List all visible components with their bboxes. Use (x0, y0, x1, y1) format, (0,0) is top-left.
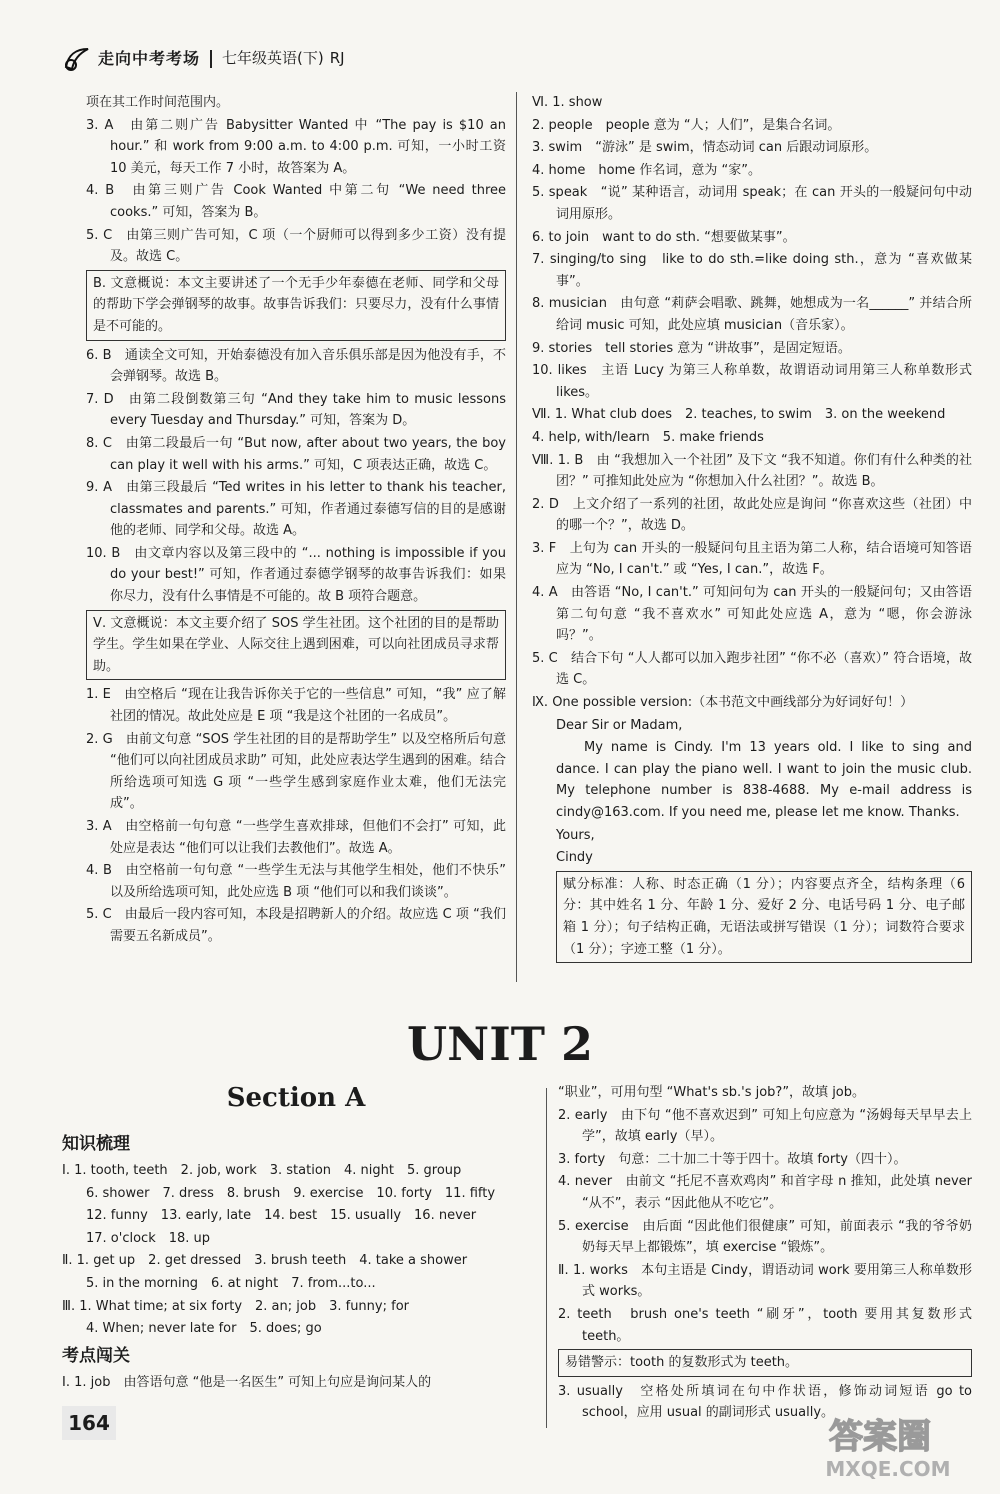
answer-item: 7. singing/to sing like to do sth.=like doing sth.，意为 “喜欢做某事”。 (532, 252, 972, 289)
header-divider (210, 50, 212, 68)
answer-item: 5. exercise 由后面 “因此他们很健康” 可知，前面表示 “我的爷爷奶奶每天早上都锻炼”，填 exercise “锻炼”。 (558, 1218, 972, 1256)
sample-essay (532, 715, 972, 964)
answer-item: Ⅰ. 1. tooth, teeth 2. job, work 3. station 4. night 5. group (62, 1163, 462, 1178)
answers-column-top-left (86, 92, 506, 949)
scoring-criteria: 赋分标准：人称、时态正确（1 分）；内容要点齐全，结构条理（6 分：其中姓名 1 分、年龄 1 分、爱好 2 分、电话号码 1 分、电子邮箱 1 分）；句子结构正确，无语法或拼写错误（1 分）；词数符合要求（1 分）；字迹工整（1 分）。 (556, 871, 972, 963)
watermark-cn: 答案圈 (829, 1417, 931, 1457)
answer-item: 6. B 通读全文可知，开始泰德没有加入音乐俱乐部是因为他没有手，不会弹钢琴。故选 B。 (86, 347, 506, 385)
column-divider-bottom (546, 1088, 547, 1428)
page-number: 164 (62, 1406, 116, 1440)
answer-item: 5. speak “说” 某种语言，动词用 speak；在 can 开头的一般疑问句中动词用原形。 (532, 185, 972, 222)
answer-item: 4. When; never late for 5. does; go (86, 1321, 322, 1337)
essay-signature: Cindy (556, 850, 593, 866)
essay-greeting: Dear Sir or Madam, (556, 717, 683, 733)
answer-item: 2. people people 意为 “人；人们”，是集合名词。 (532, 117, 841, 133)
answer-text: 项在其工作时间范围内。 (86, 95, 230, 110)
answer-item: 2. early 由下句 “他不喜欢迟到” 可知上句应意为 “汤姆每天早早去上学”，故填 early（早）。 (558, 1107, 972, 1145)
summary-box: B. 文意概说：本文主要讲述了一个无手少年泰德在老师、同学和父母的帮助下学会弹钢琴的故事。故事告诉我们：只要尽力，没有什么事情是不可能的。 (86, 270, 506, 341)
answer-item: 8. musician 由句意 “莉萨会唱歌、跳舞，她想成为一名______” 并结合所给词 music 可知，此处应填 musician（音乐家）。 (532, 296, 972, 333)
watermark-url: MXQE.COM (825, 1457, 951, 1481)
watermark-logo-icon (788, 1412, 978, 1482)
answer-item: Ⅱ. 1. get up 2. get dressed 3. brush teeth 4. take a shower (62, 1253, 468, 1269)
answer-item: Ⅶ. 1. What club does 2. teaches, to swim 3. on the weekend (532, 407, 946, 423)
answer-item: 6. to join want to do sth. “想要做某事”。 (532, 229, 796, 245)
knowledge-heading: 知识梳理 (62, 1134, 130, 1154)
answer-item: 5. C 由第三则广告可知，C 项（一个厨师可以得到多少工资）没有提及。故选 C。 (86, 227, 506, 265)
answer-item: 3. A 由空格前一句句意 “一些学生喜欢排球，但他们不会打” 可知，此处应是表达 “他们可以让我们去教他们”。故选 A。 (86, 819, 506, 856)
running-header (62, 44, 522, 74)
answer-item: 17. o'clock 18. up (86, 1230, 211, 1246)
answer-item: 1. E 由空格后 “现在让我告诉你关于它的一些信息” 可知，“我” 应了解社团的情况。故此处应是 E 项 “我是这个社团的一名成员”。 (86, 687, 506, 725)
summary-box: Ⅴ. 文意概说：本文主要介绍了 SOS 学生社团。这个社团的目的是帮助学生。学生如果在学业、人际交往上遇到困难，可以向社团成员寻求帮助。 (86, 610, 506, 681)
answer-item: 9. A 由第三段最后 “Ted writes in his letter to thank his teacher, classmates and parents.” 可知，作者通过泰德写信的目的是感谢他的老师、同学和父母。故选 A。 (86, 480, 506, 539)
essay-closing: Yours, (556, 827, 595, 843)
answer-item: 4. A 由答语 “No, I can't.” 可知问句为 can 开头的一般疑问句；又由答语第二句句意 “我不喜欢水” 可知此处应选 A，意为 “嗯，你会游泳吗？”。 (532, 585, 972, 644)
answer-item: 10. likes 主语 Lucy 为第三人称单数，故谓语动词用第三人称单数形式 likes。 (532, 363, 972, 400)
answer-item: 5. C 结合下句 “人人都可以加入跑步社团” “你不必（喜欢）” 符合语境，故选 C。 (532, 650, 972, 688)
unit-title: UNIT 2 (407, 1017, 593, 1071)
section-title: Section A (226, 1083, 366, 1113)
watermark (788, 1412, 978, 1482)
answer-item: 3. usually 空格处所填词在句中作状语，修饰动词短语 go to school，应用 usual 的副词形式 usually。 (558, 1383, 972, 1421)
column-divider (516, 92, 517, 982)
answer-item: 4. help, with/learn 5. make friends (532, 429, 764, 445)
answer-item: 3. A 由第二则广告 Babysitter Wanted 中 “The pay is $10 an hour.” 和 work from 9:00 a.m. to 4:00 p.m. 可知，一小时工资 10 美元，每天工作 7 小时，故答案为 A。 (86, 117, 506, 176)
answer-item: Ⅰ. 1. job 由答语句意 “他是一名医生” 可知上句应是询问某人的 (62, 1374, 432, 1390)
answer-item: 6. shower 7. dress 8. brush 9. exercise 10. forty 11. fifty (86, 1185, 496, 1201)
answers-column-bottom-right (558, 1082, 972, 1425)
answer-item: 3. forty 句意：二十加二十等于四十。故填 forty（四十）。 (558, 1151, 907, 1167)
answer-item: 2. D 上文介绍了一系列的社团，故此处应是询问 “你喜欢这些（社团）中的哪一个？”，故选 D。 (532, 496, 972, 534)
answer-item: 8. C 由第二段最后一句 “But now, after about two years, the boy can play it well with his arms.” 可知，C 项表达正确，故选 C。 (86, 435, 506, 473)
answer-item: Ⅸ. One possible version:（本书范文中画线部分为好词好句！） (532, 695, 914, 711)
answer-item: Ⅷ. 1. B 由 “我想加入一个社团” 及下文 “我不知道。你们有什么种类的社团？” 可推知此处应为 “你想加入什么社团？”。故选 B。 (532, 452, 972, 490)
answer-item: 4. B 由第三则广告 Cook Wanted 中第二句 “We need three cooks.” 可知，答案为 B。 (86, 183, 506, 220)
answer-item: 5. in the morning 6. at night 7. from...to... (86, 1275, 376, 1291)
answer-item: 2. teeth brush one's teeth “刷牙”，tooth 要用其复数形式 teeth。 (558, 1306, 972, 1344)
brand-title: 走向中考考场 (98, 49, 201, 69)
book-title: 七年级英语(下) (222, 49, 324, 68)
answer-item: 3. F 上句为 can 开头的一般疑问句且主语为第二人称，结合语境可知答语应为 “No, I can't.” 或 “Yes, I can.”，故选 F。 (532, 540, 972, 578)
answer-item: Ⅵ. 1. show (532, 95, 603, 110)
answers-column-top-right (532, 92, 972, 967)
answer-item: 5. C 由最后一段内容可知，本段是招聘新人的介绍。故应选 C 项 “我们需要五名新成员”。 (86, 907, 506, 944)
answer-item: 9. stories tell stories 意为 “讲故事”，是固定短语。 (532, 340, 851, 356)
answer-item: 2. G 由前文句意 “SOS 学生社团的目的是帮助学生” 以及空格所后句意 “他们可以向社团成员求助” 可知，此处应表达学生遇到的困难。结合所给选项可知选 G 项 “一些学生感到家庭作业太难，他们无法完成”。 (86, 731, 506, 812)
answer-item: 4. home home 作名词，意为 “家”。 (532, 162, 761, 178)
essay-body: My name is Cindy. I'm 13 years old. I like to sing and dance. I can play the piano well. I want to join the music club. My telephone number is 838-4688. My e-mail address is cindy@163.com. If you need me, please let me know. Thanks. (556, 740, 972, 820)
answer-item: Ⅲ. 1. What time; at six forty 2. an; job 3. funny; for (62, 1298, 409, 1314)
answers-column-bottom-left (62, 1128, 512, 1394)
checkpoint-heading: 考点闯关 (62, 1345, 130, 1366)
answer-item: 4. never 由前文 “托尼不喜欢鸡肉” 和首字母 n 推知，此处填 never “从不”，表示 “因此他从不吃它”。 (558, 1174, 972, 1211)
answer-text: “职业”，可用句型 “What's sb.'s job?”，故填 job。 (558, 1085, 866, 1100)
answer-item: Ⅱ. 1. works 本句主语是 Cindy，谓语动词 work 要用第三人称单数形式 works。 (558, 1262, 972, 1300)
answer-item: 4. B 由空格前一句句意 “一些学生无法与其他学生相处，他们不快乐” 以及所给选项可知，此处应选 B 项 “他们可以和我们谈谈”。 (86, 863, 506, 900)
edition-label: RJ (329, 49, 345, 68)
answer-item: 3. swim “游泳” 是 swim，情态动词 can 后跟动词原形。 (532, 140, 878, 156)
answer-item: 7. D 由第二段倒数第三句 “And they take him to music lessons every Tuesday and Thursday.” 可知，答案为 D。 (86, 391, 506, 429)
answer-item: 10. B 由文章内容以及第三段中的 “... nothing is impossible if you do your best!” 可知，作者通过泰德学钢琴的故事告诉我们：如果你尽力，没有什么事情是不可能的。故 B 项符合题意。 (86, 545, 506, 605)
answer-item: 12. funny 13. early, late 14. best 15. usually 16. never (86, 1208, 477, 1224)
book-logo-icon (62, 45, 92, 73)
summary-box: 易错警示：tooth 的复数形式为 teeth。 (558, 1349, 972, 1377)
